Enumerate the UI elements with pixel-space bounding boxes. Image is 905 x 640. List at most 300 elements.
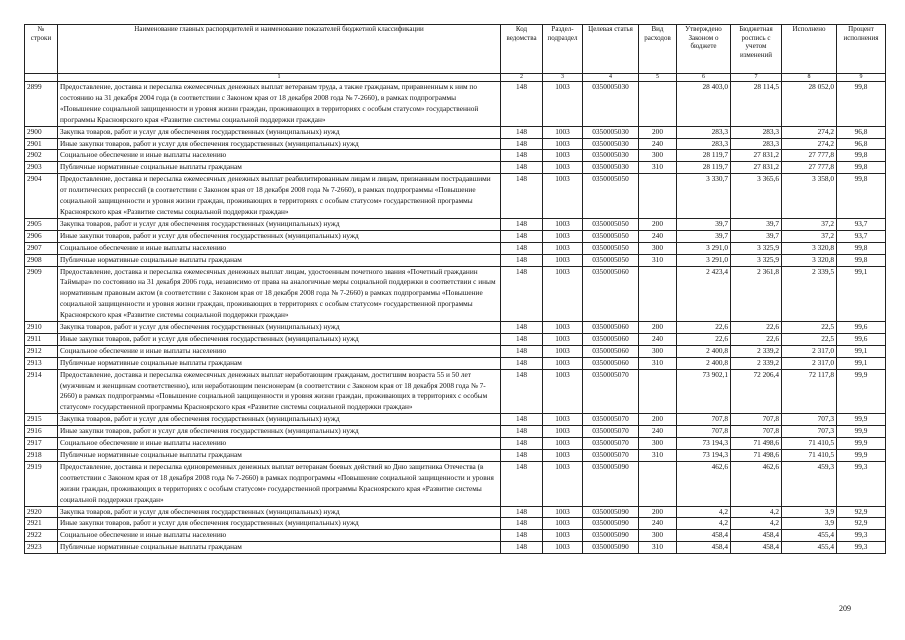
- row-statya: 0350005050: [583, 174, 639, 219]
- row-procent: 93,7: [837, 218, 886, 230]
- row-razdel: 1003: [543, 506, 583, 518]
- row-rospis: 707,8: [731, 414, 782, 426]
- row-number: 2900: [25, 126, 58, 138]
- row-utverzhdeno: 2 400,8: [677, 357, 731, 369]
- row-razdel: 1003: [543, 150, 583, 162]
- row-ispolneno: 22,5: [782, 322, 837, 334]
- row-statya: 0350005090: [583, 506, 639, 518]
- header-row-no: № строки: [25, 25, 58, 74]
- row-procent: 96,8: [837, 126, 886, 138]
- row-number: 2922: [25, 530, 58, 542]
- row-vedomstvo: 148: [501, 230, 543, 242]
- row-name: Предоставление, доставка и пересылка единовременных денежных выплат ветеранам боевых действий ко Дню защитника Отечества (в соответствии с Законом края от 18 декабря 2008 года № 7-2660) в рамках подпрограммы «Повышение социальной защищенности и уровня жизни граждан, проживающих в территориях с особым статусом» государственной программы Красноярского края «Развитие системы социальной поддержки граждан»: [58, 461, 501, 506]
- row-vedomstvo: 148: [501, 126, 543, 138]
- row-razdel: 1003: [543, 369, 583, 414]
- header-statya: Целевая статья: [583, 25, 639, 74]
- row-utverzhdeno: 462,6: [677, 461, 731, 506]
- header-vid: Вид расходов: [639, 25, 677, 74]
- row-rospis: 2 339,2: [731, 357, 782, 369]
- col-number: 8: [782, 74, 837, 82]
- row-statya: 0350005090: [583, 542, 639, 554]
- row-statya: 0350005030: [583, 138, 639, 150]
- row-rospis: 22,6: [731, 333, 782, 345]
- row-ispolneno: 3 358,0: [782, 174, 837, 219]
- row-rospis: 3 325,9: [731, 242, 782, 254]
- row-vedomstvo: 148: [501, 345, 543, 357]
- col-number: 7: [731, 74, 782, 82]
- header-rospis: Бюджетная роспись с учетом изменений: [731, 25, 782, 74]
- row-statya: 0350005030: [583, 126, 639, 138]
- row-vedomstvo: 148: [501, 322, 543, 334]
- row-vedomstvo: 148: [501, 82, 543, 127]
- row-number: 2913: [25, 357, 58, 369]
- row-name: Иные закупки товаров, работ и услуг для обеспечения государственных (муниципальных) нужд: [58, 426, 501, 438]
- row-rospis: 4,2: [731, 506, 782, 518]
- row-number: 2916: [25, 426, 58, 438]
- row-rospis: 39,7: [731, 218, 782, 230]
- row-ispolneno: 27 777,8: [782, 150, 837, 162]
- row-rospis: 283,3: [731, 126, 782, 138]
- row-rospis: 71 498,6: [731, 450, 782, 462]
- table-row: [25, 414, 886, 426]
- row-vedomstvo: 148: [501, 369, 543, 414]
- table-row: [25, 82, 886, 127]
- row-procent: 99,3: [837, 542, 886, 554]
- row-number: 2903: [25, 162, 58, 174]
- row-statya: 0350005060: [583, 345, 639, 357]
- row-number: 2905: [25, 218, 58, 230]
- row-procent: 99,9: [837, 438, 886, 450]
- row-ispolneno: 37,2: [782, 218, 837, 230]
- row-utverzhdeno: 283,3: [677, 138, 731, 150]
- row-procent: 99,8: [837, 254, 886, 266]
- row-razdel: 1003: [543, 530, 583, 542]
- row-vid: 310: [639, 542, 677, 554]
- row-razdel: 1003: [543, 82, 583, 127]
- row-procent: 99,6: [837, 333, 886, 345]
- row-vid: 240: [639, 138, 677, 150]
- row-rospis: 22,6: [731, 322, 782, 334]
- row-name: Закупка товаров, работ и услуг для обеспечения государственных (муниципальных) нужд: [58, 506, 501, 518]
- row-name: Предоставление, доставка и пересылка ежемесячных денежных выплат ветеранам труда, а также гражданам, приравненным к ним по состоянию на 31 декабря 2004 года (в соответствии с Законом края от 18 декабря 2008 года № 7-2660), в рамках подпрограммы «Повышение социальной защищенности и уровня жизни граждан, проживающих в территориях с особым статусом» государственной программы Красноярского края «Развитие системы социальной поддержки граждан»: [58, 82, 501, 127]
- table-row: [25, 450, 886, 462]
- row-number: 2923: [25, 542, 58, 554]
- row-name: Социальное обеспечение и иные выплаты населению: [58, 150, 501, 162]
- row-statya: 0350005030: [583, 82, 639, 127]
- row-ispolneno: 2 317,0: [782, 357, 837, 369]
- row-razdel: 1003: [543, 322, 583, 334]
- row-number: 2920: [25, 506, 58, 518]
- row-procent: 99,8: [837, 150, 886, 162]
- row-utverzhdeno: 707,8: [677, 426, 731, 438]
- col-number: 3: [543, 74, 583, 82]
- row-number: 2902: [25, 150, 58, 162]
- row-vedomstvo: 148: [501, 254, 543, 266]
- row-number: 2909: [25, 266, 58, 322]
- row-ispolneno: 455,4: [782, 542, 837, 554]
- row-procent: 99,1: [837, 266, 886, 322]
- row-procent: 99,8: [837, 174, 886, 219]
- row-vedomstvo: 148: [501, 530, 543, 542]
- row-vid: 300: [639, 345, 677, 357]
- row-rospis: 283,3: [731, 138, 782, 150]
- table-row: [25, 322, 886, 334]
- row-name: Предоставление, доставка и пересылка ежемесячных денежных выплат лицам, удостоенным почетного звания «Почетный гражданин Таймыра» по состоянию на 31 декабря 2006 года, независимо от права на аналогичные меры социальной поддержки в соответствии с иным нормативным правовым актом (в соответствии с Законом края от 18 декабря 2008 года № 7-2660) в рамках подпрограммы «Повышение социальной защищенности и уровня жизни граждан, проживающих в территориях с особым статусом» государственной программы Красноярского края «Развитие системы социальной поддержки граждан»: [58, 266, 501, 322]
- row-vedomstvo: 148: [501, 357, 543, 369]
- row-statya: 0350005060: [583, 357, 639, 369]
- row-number: 2907: [25, 242, 58, 254]
- row-number: 2906: [25, 230, 58, 242]
- row-number: 2918: [25, 450, 58, 462]
- row-name: Публичные нормативные социальные выплаты гражданам: [58, 162, 501, 174]
- row-utverzhdeno: 2 400,8: [677, 345, 731, 357]
- row-number: 2904: [25, 174, 58, 219]
- col-number: [25, 74, 58, 82]
- row-rospis: 2 339,2: [731, 345, 782, 357]
- row-statya: 0350005070: [583, 426, 639, 438]
- table-row: [25, 426, 886, 438]
- row-vid: [639, 82, 677, 127]
- row-ispolneno: 2 317,0: [782, 345, 837, 357]
- row-razdel: 1003: [543, 230, 583, 242]
- row-vedomstvo: 148: [501, 542, 543, 554]
- table-row: [25, 345, 886, 357]
- row-utverzhdeno: 2 423,4: [677, 266, 731, 322]
- table-row: [25, 266, 886, 322]
- row-vid: 200: [639, 218, 677, 230]
- row-rospis: 4,2: [731, 518, 782, 530]
- row-razdel: 1003: [543, 266, 583, 322]
- row-statya: 0350005050: [583, 230, 639, 242]
- row-utverzhdeno: 458,4: [677, 542, 731, 554]
- row-procent: 99,9: [837, 426, 886, 438]
- table-row: [25, 506, 886, 518]
- budget-table: [24, 24, 886, 554]
- row-vid: 240: [639, 518, 677, 530]
- row-vid: 300: [639, 242, 677, 254]
- row-name: Закупка товаров, работ и услуг для обеспечения государственных (муниципальных) нужд: [58, 322, 501, 334]
- column-numbers-row: [25, 74, 886, 82]
- row-vedomstvo: 148: [501, 506, 543, 518]
- row-vid: 200: [639, 322, 677, 334]
- row-vid: 310: [639, 162, 677, 174]
- row-utverzhdeno: 3 330,7: [677, 174, 731, 219]
- row-razdel: 1003: [543, 414, 583, 426]
- row-procent: 99,9: [837, 450, 886, 462]
- row-statya: 0350005060: [583, 333, 639, 345]
- row-procent: 96,8: [837, 138, 886, 150]
- row-number: 2899: [25, 82, 58, 127]
- header-name: Наименование главных распорядителей и наименование показателей бюджетной классификации: [58, 25, 501, 74]
- table-row: [25, 174, 886, 219]
- row-statya: 0350005030: [583, 162, 639, 174]
- row-rospis: 707,8: [731, 426, 782, 438]
- table-row: [25, 438, 886, 450]
- row-name: Социальное обеспечение и иные выплаты населению: [58, 242, 501, 254]
- row-procent: 99,1: [837, 357, 886, 369]
- row-vid: 240: [639, 230, 677, 242]
- table-row: [25, 357, 886, 369]
- row-vid: 200: [639, 506, 677, 518]
- row-utverzhdeno: 73 194,3: [677, 438, 731, 450]
- row-utverzhdeno: 22,6: [677, 322, 731, 334]
- table-row: [25, 254, 886, 266]
- row-rospis: 3 325,9: [731, 254, 782, 266]
- col-number: 6: [677, 74, 731, 82]
- row-vid: 240: [639, 333, 677, 345]
- row-vedomstvo: 148: [501, 438, 543, 450]
- row-statya: 0350005070: [583, 369, 639, 414]
- row-name: Закупка товаров, работ и услуг для обеспечения государственных (муниципальных) нужд: [58, 218, 501, 230]
- row-rospis: 458,4: [731, 530, 782, 542]
- row-utverzhdeno: 73 902,1: [677, 369, 731, 414]
- row-name: Социальное обеспечение и иные выплаты населению: [58, 345, 501, 357]
- row-number: 2914: [25, 369, 58, 414]
- row-number: 2908: [25, 254, 58, 266]
- row-statya: 0350005090: [583, 461, 639, 506]
- row-ispolneno: 707,3: [782, 426, 837, 438]
- table-row: [25, 369, 886, 414]
- row-ispolneno: 274,2: [782, 126, 837, 138]
- row-razdel: 1003: [543, 450, 583, 462]
- row-ispolneno: 3,9: [782, 518, 837, 530]
- row-utverzhdeno: 22,6: [677, 333, 731, 345]
- row-vid: 200: [639, 126, 677, 138]
- row-vid: 310: [639, 254, 677, 266]
- row-procent: 99,3: [837, 530, 886, 542]
- row-ispolneno: 274,2: [782, 138, 837, 150]
- row-utverzhdeno: 28 119,7: [677, 162, 731, 174]
- row-vedomstvo: 148: [501, 450, 543, 462]
- row-vedomstvo: 148: [501, 242, 543, 254]
- row-ispolneno: 72 117,8: [782, 369, 837, 414]
- row-ispolneno: 459,3: [782, 461, 837, 506]
- table-row: [25, 530, 886, 542]
- row-vedomstvo: 148: [501, 426, 543, 438]
- row-vedomstvo: 148: [501, 414, 543, 426]
- row-vid: [639, 266, 677, 322]
- row-name: Публичные нормативные социальные выплаты гражданам: [58, 254, 501, 266]
- row-vid: 300: [639, 438, 677, 450]
- row-utverzhdeno: 458,4: [677, 530, 731, 542]
- row-number: 2911: [25, 333, 58, 345]
- table-header: [25, 25, 886, 82]
- row-name: Закупка товаров, работ и услуг для обеспечения государственных (муниципальных) нужд: [58, 126, 501, 138]
- row-procent: 92,9: [837, 518, 886, 530]
- row-vid: 300: [639, 530, 677, 542]
- row-razdel: 1003: [543, 518, 583, 530]
- col-number: 5: [639, 74, 677, 82]
- table-row: [25, 218, 886, 230]
- row-procent: 99,8: [837, 242, 886, 254]
- row-razdel: 1003: [543, 357, 583, 369]
- row-razdel: 1003: [543, 426, 583, 438]
- row-vedomstvo: 148: [501, 174, 543, 219]
- header-vedomstvo: Код ведомства: [501, 25, 543, 74]
- col-number: 9: [837, 74, 886, 82]
- row-utverzhdeno: 73 194,3: [677, 450, 731, 462]
- row-vedomstvo: 148: [501, 162, 543, 174]
- row-ispolneno: 3 320,8: [782, 254, 837, 266]
- row-vid: [639, 174, 677, 219]
- header-ispolneno: Исполнено: [782, 25, 837, 74]
- row-number: 2910: [25, 322, 58, 334]
- row-procent: 99,9: [837, 369, 886, 414]
- row-name: Предоставление, доставка и пересылка ежемесячных денежных выплат неработающим гражданам, достигшим возраста 55 и 50 лет (мужчинам и женщинам соответственно), или неработающим пенсионерам (в соответствии с Законом края от 18 декабря 2008 года № 7-2660) в рамках подпрограммы «Повышение социальной защищенности и уровня жизни граждан, проживающих в территориях с особым статусом» государственной программы Красноярского края «Развитие системы социальной поддержки граждан»: [58, 369, 501, 414]
- row-number: 2917: [25, 438, 58, 450]
- row-vid: [639, 369, 677, 414]
- row-vid: 240: [639, 426, 677, 438]
- row-ispolneno: 2 339,5: [782, 266, 837, 322]
- row-statya: 0350005050: [583, 242, 639, 254]
- row-procent: 99,1: [837, 345, 886, 357]
- row-ispolneno: 3,9: [782, 506, 837, 518]
- row-utverzhdeno: 3 291,0: [677, 254, 731, 266]
- table-body: [25, 82, 886, 554]
- row-vid: 310: [639, 357, 677, 369]
- row-rospis: 458,4: [731, 542, 782, 554]
- row-statya: 0350005090: [583, 518, 639, 530]
- row-vid: 310: [639, 450, 677, 462]
- row-name: Иные закупки товаров, работ и услуг для обеспечения государственных (муниципальных) нужд: [58, 518, 501, 530]
- row-procent: 99,6: [837, 322, 886, 334]
- row-utverzhdeno: 39,7: [677, 218, 731, 230]
- row-utverzhdeno: 4,2: [677, 506, 731, 518]
- row-utverzhdeno: 28 403,0: [677, 82, 731, 127]
- row-ispolneno: 71 410,5: [782, 450, 837, 462]
- row-vedomstvo: 148: [501, 150, 543, 162]
- row-vedomstvo: 148: [501, 218, 543, 230]
- row-statya: 0350005050: [583, 218, 639, 230]
- row-ispolneno: 37,2: [782, 230, 837, 242]
- row-name: Закупка товаров, работ и услуг для обеспечения государственных (муниципальных) нужд: [58, 414, 501, 426]
- row-rospis: 462,6: [731, 461, 782, 506]
- col-number: 4: [583, 74, 639, 82]
- table-row: [25, 230, 886, 242]
- row-vedomstvo: 148: [501, 138, 543, 150]
- col-number: 1: [58, 74, 501, 82]
- row-name: Социальное обеспечение и иные выплаты населению: [58, 530, 501, 542]
- col-number: 2: [501, 74, 543, 82]
- row-razdel: 1003: [543, 345, 583, 357]
- row-razdel: 1003: [543, 162, 583, 174]
- row-vedomstvo: 148: [501, 333, 543, 345]
- row-rospis: 27 831,2: [731, 150, 782, 162]
- row-rospis: 72 206,4: [731, 369, 782, 414]
- row-razdel: 1003: [543, 333, 583, 345]
- row-ispolneno: 71 410,5: [782, 438, 837, 450]
- row-rospis: 27 831,2: [731, 162, 782, 174]
- row-razdel: 1003: [543, 461, 583, 506]
- table-row: [25, 542, 886, 554]
- table-row: [25, 138, 886, 150]
- row-number: 2912: [25, 345, 58, 357]
- row-rospis: 39,7: [731, 230, 782, 242]
- table-row: [25, 333, 886, 345]
- row-vid: 200: [639, 414, 677, 426]
- row-procent: 93,7: [837, 230, 886, 242]
- row-razdel: 1003: [543, 242, 583, 254]
- table-row: [25, 518, 886, 530]
- row-ispolneno: 28 052,0: [782, 82, 837, 127]
- row-vid: [639, 461, 677, 506]
- row-name: Публичные нормативные социальные выплаты гражданам: [58, 357, 501, 369]
- row-rospis: 2 361,8: [731, 266, 782, 322]
- row-statya: 0350005070: [583, 450, 639, 462]
- row-ispolneno: 22,5: [782, 333, 837, 345]
- row-razdel: 1003: [543, 174, 583, 219]
- row-utverzhdeno: 4,2: [677, 518, 731, 530]
- row-vid: 300: [639, 150, 677, 162]
- row-procent: 99,8: [837, 162, 886, 174]
- row-razdel: 1003: [543, 138, 583, 150]
- row-number: 2921: [25, 518, 58, 530]
- table-row: [25, 150, 886, 162]
- row-number: 2901: [25, 138, 58, 150]
- row-ispolneno: 27 777,8: [782, 162, 837, 174]
- header-utverzhdeno: Утверждено Законом о бюджете: [677, 25, 731, 74]
- row-procent: 99,3: [837, 461, 886, 506]
- row-vedomstvo: 148: [501, 266, 543, 322]
- row-razdel: 1003: [543, 254, 583, 266]
- row-name: Публичные нормативные социальные выплаты гражданам: [58, 542, 501, 554]
- row-name: Иные закупки товаров, работ и услуг для обеспечения государственных (муниципальных) нужд: [58, 333, 501, 345]
- table-row: [25, 162, 886, 174]
- row-rospis: 3 365,6: [731, 174, 782, 219]
- row-procent: 99,9: [837, 414, 886, 426]
- row-procent: 99,8: [837, 82, 886, 127]
- row-utverzhdeno: 28 119,7: [677, 150, 731, 162]
- row-vedomstvo: 148: [501, 461, 543, 506]
- row-statya: 0350005050: [583, 254, 639, 266]
- row-razdel: 1003: [543, 438, 583, 450]
- table-row: [25, 461, 886, 506]
- row-statya: 0350005060: [583, 322, 639, 334]
- row-procent: 92,9: [837, 506, 886, 518]
- row-utverzhdeno: 3 291,0: [677, 242, 731, 254]
- page-number: 209: [839, 604, 851, 613]
- row-rospis: 28 114,5: [731, 82, 782, 127]
- row-razdel: 1003: [543, 126, 583, 138]
- row-utverzhdeno: 707,8: [677, 414, 731, 426]
- row-name: Иные закупки товаров, работ и услуг для обеспечения государственных (муниципальных) нужд: [58, 138, 501, 150]
- row-rospis: 71 498,6: [731, 438, 782, 450]
- row-vedomstvo: 148: [501, 518, 543, 530]
- row-name: Публичные нормативные социальные выплаты гражданам: [58, 450, 501, 462]
- row-utverzhdeno: 39,7: [677, 230, 731, 242]
- header-razdel: Раздел-подраздел: [543, 25, 583, 74]
- row-number: 2915: [25, 414, 58, 426]
- row-name: Иные закупки товаров, работ и услуг для обеспечения государственных (муниципальных) нужд: [58, 230, 501, 242]
- table-row: [25, 242, 886, 254]
- row-statya: 0350005070: [583, 438, 639, 450]
- row-name: Предоставление, доставка и пересылка ежемесячных денежных выплат реабилитированным лицам и лицам, признанным пострадавшими от политических репрессий (в соответствии с Законом края от 18 декабря 2008 года № 7-2660), в рамках подпрограммы «Повышение социальной защищенности и уровня жизни граждан, проживающих в территориях с особым статусом» государственной программы Красноярского края «Развитие системы социальной поддержки граждан»: [58, 174, 501, 219]
- row-utverzhdeno: 283,3: [677, 126, 731, 138]
- row-statya: 0350005030: [583, 150, 639, 162]
- row-number: 2919: [25, 461, 58, 506]
- table-row: [25, 126, 886, 138]
- row-razdel: 1003: [543, 218, 583, 230]
- row-statya: 0350005060: [583, 266, 639, 322]
- row-name: Социальное обеспечение и иные выплаты населению: [58, 438, 501, 450]
- row-ispolneno: 3 320,8: [782, 242, 837, 254]
- row-statya: 0350005070: [583, 414, 639, 426]
- row-razdel: 1003: [543, 542, 583, 554]
- row-ispolneno: 455,4: [782, 530, 837, 542]
- row-statya: 0350005090: [583, 530, 639, 542]
- header-procent: Процент исполнения: [837, 25, 886, 74]
- row-ispolneno: 707,3: [782, 414, 837, 426]
